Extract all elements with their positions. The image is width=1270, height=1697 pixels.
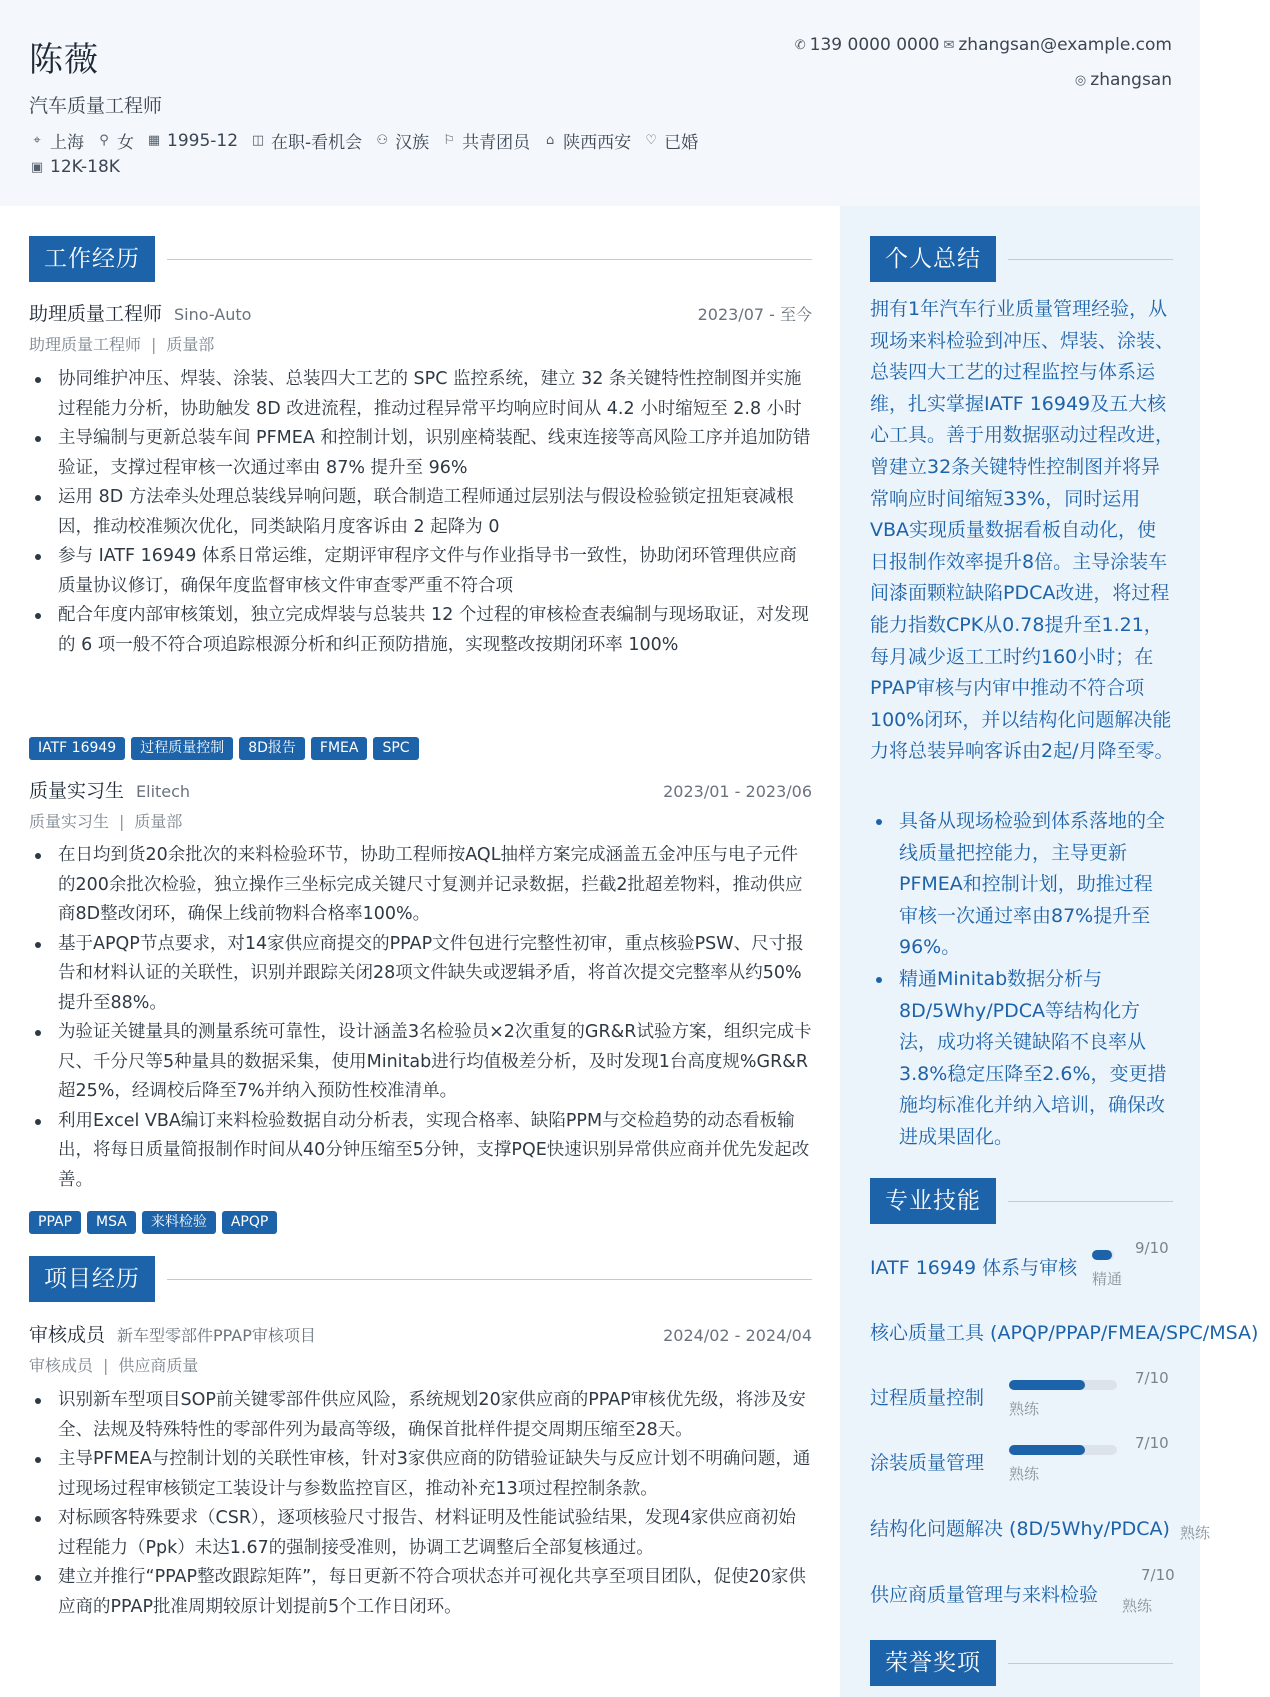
- list-item: 对标顾客特殊要求（CSR），逐项核验尺寸报告、材料证明及性能试验结果，发现4家供应商初始过程能力（Ppk）未达1.67的强制接受准则，协调工艺调整后全部复核通过。: [29, 1504, 812, 1563]
- skill-tag: MSA: [87, 1211, 136, 1234]
- info-marital: ♡ 已婚: [643, 128, 698, 153]
- list-item: 建立并推行“PPAP整改跟踪矩阵”，每日更新不符合项状态并可视化共享至项目团队，促使20家供应商的PPAP批准周期较原计划提前5个工作日闭环。: [29, 1563, 812, 1622]
- skill-tag: FMEA: [311, 737, 368, 760]
- skill-bar-fill: [1092, 1250, 1112, 1260]
- section-skills-title: 专业技能: [870, 1178, 996, 1224]
- skill-tag: SPC: [373, 737, 418, 760]
- section-summary-title: 个人总结: [870, 236, 996, 282]
- list-item: 主导PFMEA与控制计划的关联性审核，针对3家供应商的防错验证缺失与反应计划不明确问题，通过现场过程审核锁定工装设计与参数监控盲区，推动补充13项过程控制条款。: [29, 1445, 812, 1504]
- info-location: ⌖ 上海: [29, 128, 84, 153]
- email-address[interactable]: zhangsan@example.com: [958, 35, 1172, 55]
- skill-name: IATF 16949 体系与审核: [870, 1257, 1078, 1279]
- job-header: [29, 299, 812, 326]
- job-subline: 助理质量工程师 | 质量部: [29, 335, 215, 354]
- section-honors: [870, 1640, 1173, 1686]
- salary-row: [29, 157, 132, 177]
- job-tags: [29, 1211, 283, 1234]
- project-subline: 审核成员 | 供应商质量: [29, 1356, 199, 1375]
- skill-score: 7/10: [1135, 1434, 1169, 1452]
- info-status: ◫ 在职-看机会: [251, 133, 363, 153]
- salary-icon: ▣: [30, 159, 44, 175]
- skill-bar: [1009, 1380, 1117, 1390]
- skill-tag: 来料检验: [142, 1211, 216, 1234]
- project-bullets: [29, 1386, 812, 1622]
- candidate-name: 陈薇: [29, 40, 99, 80]
- list-item: 利用Excel VBA编订来料检验数据自动分析表，实现合格率、缺陷PPM与交检趋势的动态看板输出，将每日质量简报制作时间从40分钟压缩至5分钟，支撑PQE快速识别异常供应商并优先发起改善。: [29, 1107, 812, 1196]
- skill-tag: IATF 16949: [29, 737, 125, 760]
- skill-bar: [1092, 1250, 1114, 1260]
- list-item: 精通Minitab数据分析与8D/5Why/PDCA等结构化方法，成功将关键缺陷不良率从3.8%稳定压降至2.6%，变更措施均标准化并纳入培训，确保改进成果固化。: [870, 964, 1170, 1154]
- list-item: 运用 8D 方法牵头处理总装线异响问题，联合制造工程师通过层别法与假设检验锁定扭矩衰减根因，推动校准频次优化，同类缺陷月度客诉由 2 起降为 0: [29, 483, 812, 542]
- section-summary: [870, 236, 1173, 282]
- section-divider: [167, 1279, 812, 1280]
- skill-tag: 过程质量控制: [131, 737, 233, 760]
- job-header: [29, 776, 812, 803]
- section-work: [29, 236, 812, 282]
- skill-item: [870, 1369, 1270, 1443]
- heart-icon: ♡: [645, 133, 657, 148]
- list-item: 在日均到货20余批次的来料检验环节，协助工程师按AQL抽样方案完成涵盖五金冲压与电子元件的200余批次检验，独立操作三坐标完成关键尺寸复测并记录数据，拦截2批超差物料，推动供应商8D整改闭环，确保上线前物料合格率100%。: [29, 841, 812, 930]
- job-bullets: [29, 841, 812, 1195]
- calendar-icon: ▦: [147, 133, 161, 148]
- skill-level: 熟练: [1122, 1597, 1153, 1615]
- job-role: 助理质量工程师: [29, 303, 163, 325]
- person-icon: ⚲: [99, 133, 109, 148]
- skill-level: 熟练: [1009, 1465, 1040, 1483]
- flag-icon: ⚐: [443, 133, 455, 148]
- job-bullets: [29, 365, 812, 660]
- list-item: 基于APQP节点要求，对14家供应商提交的PPAP文件包进行完整性初审，重点核验PSW、尺寸报告和材料认证的关联性，识别并跟踪关闭28项文件缺失或逻辑矛盾，将首次提交完整率从约50%提升至88%。: [29, 930, 812, 1019]
- section-honors-title: 荣誉奖项: [870, 1640, 996, 1686]
- project-name: 新车型零部件PPAP审核项目: [117, 1326, 316, 1345]
- info-salary: ▣ 12K-18K: [30, 157, 120, 177]
- wechat-icon: ◎: [1074, 72, 1087, 88]
- list-item: 参与 IATF 16949 体系日常运维，定期评审程序文件与作业指导书一致性，协助闭环管理供应商质量协议修订，确保年度监督审核文件审查零严重不符合项: [29, 542, 812, 601]
- mail-icon: ✉: [943, 37, 955, 53]
- info-ethnicity: ⚇ 汉族: [374, 128, 429, 153]
- job-date: 2023/07 - 至今: [697, 305, 812, 324]
- home-icon: ⌂: [546, 133, 555, 148]
- list-item: 识别新车型项目SOP前关键零部件供应风险，系统规划20家供应商的PPAP审核优先级，将涉及安全、法规及特殊特性的零部件列为最高等级，确保首批样件提交周期压缩至28天。: [29, 1386, 812, 1445]
- skill-tag: APQP: [222, 1211, 277, 1234]
- info-gender: ⚲ 女: [96, 128, 134, 153]
- skill-item: [870, 1239, 1270, 1313]
- resume-header: [0, 0, 1200, 206]
- project-header: [29, 1320, 812, 1347]
- skill-bar-fill: [1009, 1445, 1085, 1455]
- skill-item: [870, 1434, 1270, 1508]
- job-company: Elitech: [136, 782, 191, 801]
- people-icon: ⚇: [376, 133, 388, 148]
- briefcase-icon: ◫: [251, 133, 265, 148]
- skill-tag: 8D报告: [239, 737, 305, 760]
- skill-score: 7/10: [1141, 1566, 1175, 1584]
- phone-icon: ✆: [794, 37, 806, 53]
- project-role: 审核成员: [29, 1324, 106, 1346]
- skill-level: 精通: [1092, 1270, 1123, 1288]
- job-company: Sino-Auto: [174, 305, 252, 324]
- section-skills: [870, 1178, 1173, 1224]
- contact-row: [795, 35, 1172, 55]
- job-tags: [29, 737, 425, 760]
- info-birth: ▦ 1995-12: [147, 130, 239, 151]
- summary-bullets: [870, 806, 1170, 1154]
- job-date: 2023/01 - 2023/06: [663, 782, 812, 801]
- skill-name: 结构化问题解决 (8D/5Why/PDCA): [870, 1518, 1170, 1540]
- skill-name: 涂装质量管理: [870, 1452, 985, 1474]
- project-date: 2024/02 - 2024/04: [663, 1326, 812, 1345]
- candidate-title: 汽车质量工程师: [29, 95, 163, 117]
- phone-number[interactable]: 139 0000 0000: [809, 35, 940, 55]
- skill-bar-fill: [1009, 1380, 1085, 1390]
- info-political: ⚐ 共青团员: [441, 128, 530, 153]
- skill-item: [870, 1566, 1270, 1640]
- skill-level: 熟练: [1180, 1524, 1211, 1542]
- summary-paragraph: 拥有1年汽车行业质量管理经验，从现场来料检验到冲压、焊装、涂装、总装四大工艺的过程监控与体系运维，扎实掌握IATF 16949及五大核心工具。善于用数据驱动过程改进，曾建立32条关键特性控制图并将异常响应时间缩短33%，同时运用VBA实现质量数据看板自动化，使日报制作效率提升8倍。主导涂装车间漆面颗粒缺陷PDCA改进，将过程能力指数CPK从0.78提升至1.21，每月减少返工工时约160小时；在PPAP审核与内审中推动不符合项100%闭环，并以结构化问题解决能力将总装异响客诉由2起/月降至零。: [870, 298, 1175, 763]
- section-divider: [1008, 1663, 1173, 1664]
- list-item: 协同维护冲压、焊装、涂装、总装四大工艺的 SPC 监控系统，建立 32 条关键特性控制图并实施过程能力分析，协助触发 8D 改进流程，推动过程异常平均响应时间从 4.2 小时缩短至 2.8 小时: [29, 365, 812, 424]
- job-role: 质量实习生: [29, 780, 125, 802]
- skill-name: 过程质量控制: [870, 1387, 985, 1409]
- section-work-title: 工作经历: [29, 236, 155, 282]
- list-item: 主导编制与更新总装车间 PFMEA 和控制计划，识别座椅装配、线束连接等高风险工序并追加防错验证，支撑过程审核一次通过率由 87% 提升至 96%: [29, 424, 812, 483]
- section-project-title: 项目经历: [29, 1256, 155, 1302]
- skill-level: 熟练: [1009, 1400, 1040, 1418]
- personal-info-row: [29, 128, 710, 153]
- list-item: 配合年度内部审核策划，独立完成焊装与总装共 12 个过程的审核检查表编制与现场取证，对发现的 6 项一般不符合项追踪根源分析和纠正预防措施，实现整改按期闭环率 100%: [29, 601, 812, 660]
- skill-name: 供应商质量管理与来料检验: [870, 1584, 1099, 1606]
- skill-score: 7/10: [1135, 1369, 1169, 1387]
- skill-bar: [1009, 1445, 1117, 1455]
- skill-item: [870, 1514, 1270, 1574]
- skill-item: [870, 1318, 1270, 1378]
- job-subline: 质量实习生 | 质量部: [29, 812, 183, 831]
- list-item: 为验证关键量具的测量系统可靠性，设计涵盖3名检验员×2次重复的GR&R试验方案，组织完成卡尺、千分尺等5种量具的数据采集，使用Minitab进行均值极差分析，及时发现1台高度规%GR&R超25%，经调校后降至7%并纳入预防性校准清单。: [29, 1018, 812, 1107]
- wechat-id[interactable]: zhangsan: [1090, 70, 1172, 90]
- skill-score: 9/10: [1135, 1239, 1169, 1257]
- skill-name: 核心质量工具 (APQP/PPAP/FMEA/SPC/MSA): [870, 1322, 1259, 1344]
- skill-tag: PPAP: [29, 1211, 81, 1234]
- info-hometown: ⌂ 陕西西安: [542, 128, 631, 153]
- section-divider: [1008, 1201, 1173, 1202]
- section-divider: [1008, 259, 1173, 260]
- wechat-row: [1075, 70, 1172, 90]
- section-divider: [167, 259, 812, 260]
- list-item: 具备从现场检验到体系落地的全线质量把控能力，主导更新PFMEA和控制计划，助推过程审核一次通过率由87%提升至96%。: [870, 806, 1170, 964]
- section-project: [29, 1256, 812, 1302]
- location-pin-icon: ⌖: [33, 133, 41, 148]
